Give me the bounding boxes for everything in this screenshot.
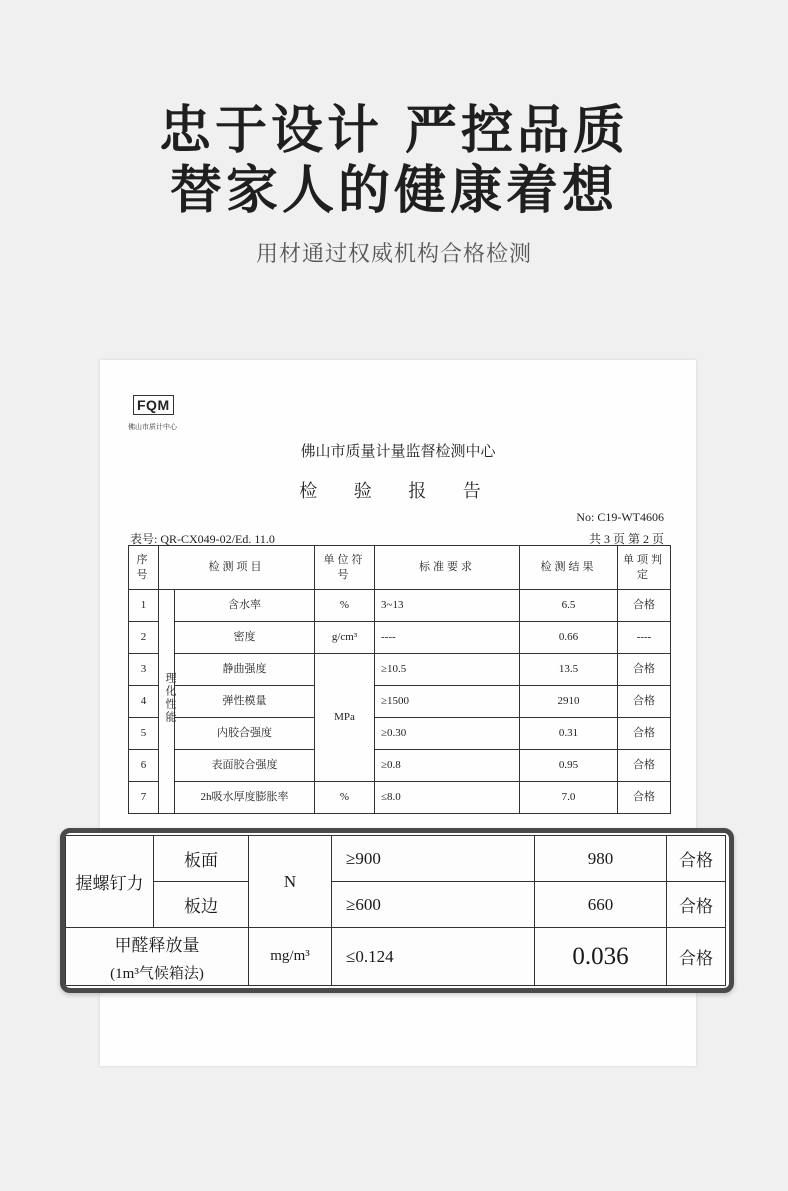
- face-standard: ≥900: [332, 836, 535, 882]
- row-result: 13.5: [520, 654, 618, 686]
- row-standard: ≥0.8: [375, 750, 520, 782]
- table-row: [129, 782, 671, 814]
- edge-verdict: 合格: [667, 882, 726, 928]
- row-verdict: 合格: [618, 718, 671, 750]
- formaldehyde-label-cell: [66, 928, 249, 986]
- row-unit: g/cm³: [315, 622, 375, 654]
- formaldehyde-standard: ≤0.124: [332, 928, 535, 986]
- row-seq: 1: [129, 590, 159, 622]
- table-row: [129, 718, 671, 750]
- row-verdict: 合格: [618, 750, 671, 782]
- screw-unit: N: [249, 836, 332, 928]
- row-unit: %: [315, 782, 375, 814]
- row-seq: 5: [129, 718, 159, 750]
- table-header-row: [129, 546, 671, 590]
- logo-subtext: 佛山市质计中心: [128, 423, 177, 431]
- col-result: 检测结果: [520, 546, 618, 590]
- fqm-logo: FQM: [133, 395, 174, 415]
- row-item: 静曲强度: [175, 654, 315, 686]
- row-unit-mpa: MPa: [315, 654, 375, 782]
- row-verdict: 合格: [618, 590, 671, 622]
- row-seq: 6: [129, 750, 159, 782]
- face-label: 板面: [154, 836, 249, 882]
- row-item: 表面胶合强度: [175, 750, 315, 782]
- formaldehyde-method: (1m³气候箱法): [110, 965, 204, 982]
- row-result: 0.66: [520, 622, 618, 654]
- row-standard: ≤8.0: [375, 782, 520, 814]
- row-item: 密度: [175, 622, 315, 654]
- report-organization: 佛山市质量计量监督检测中心: [300, 444, 496, 460]
- row-seq: 4: [129, 686, 159, 718]
- row-seq: 7: [129, 782, 159, 814]
- row-result: 2910: [520, 686, 618, 718]
- edge-standard: ≥600: [332, 882, 535, 928]
- row-result: 0.31: [520, 718, 618, 750]
- edge-label: 板边: [154, 882, 249, 928]
- row-verdict: 合格: [618, 686, 671, 718]
- row-verdict: 合格: [618, 782, 671, 814]
- row-result: 7.0: [520, 782, 618, 814]
- row-result: 6.5: [520, 590, 618, 622]
- row-standard: ≥1500: [375, 686, 520, 718]
- col-seq: 序号: [129, 546, 159, 590]
- row-standard: ≥0.30: [375, 718, 520, 750]
- face-result: 980: [535, 836, 667, 882]
- row-unit: %: [315, 590, 375, 622]
- formaldehyde-unit: mg/m³: [249, 928, 332, 986]
- zoomed-callout: [60, 828, 734, 993]
- screw-label: 握螺钉力: [66, 836, 154, 928]
- face-verdict: 合格: [667, 836, 726, 882]
- col-standard: 标准要求: [375, 546, 520, 590]
- formaldehyde-result: 0.036: [535, 928, 667, 986]
- row-verdict: 合格: [618, 654, 671, 686]
- formaldehyde-verdict: 合格: [667, 928, 726, 986]
- row-item: 含水率: [175, 590, 315, 622]
- table-row: [129, 686, 671, 718]
- screw-face-row: [66, 836, 726, 882]
- row-standard: ----: [375, 622, 520, 654]
- table-row: [129, 622, 671, 654]
- edge-result: 660: [535, 882, 667, 928]
- formaldehyde-label: 甲醛释放量: [114, 935, 200, 955]
- row-seq: 2: [129, 622, 159, 654]
- callout-table: [65, 835, 726, 986]
- screw-edge-row: [66, 882, 726, 928]
- report-table: [128, 545, 671, 814]
- row-verdict: ----: [618, 622, 671, 654]
- row-item: 2h吸水厚度膨胀率: [175, 782, 315, 814]
- col-verdict: 单项判定: [618, 546, 671, 590]
- report-title: 检 验 报 告: [299, 481, 497, 501]
- headline-line-2: 替家人的健康着想: [169, 161, 618, 221]
- row-item: 内胶合强度: [175, 718, 315, 750]
- group-label: [159, 590, 175, 814]
- table-row: [129, 590, 671, 622]
- row-standard: ≥10.5: [375, 654, 520, 686]
- table-row: [129, 654, 671, 686]
- table-row: [129, 750, 671, 782]
- col-item: 检测项目: [159, 546, 315, 590]
- headline-line-1: 忠于设计 严控品质: [158, 101, 630, 161]
- report-number: No: C19-WT4606: [576, 510, 664, 524]
- row-seq: 3: [129, 654, 159, 686]
- formaldehyde-row: [66, 928, 726, 986]
- row-item: 弹性模量: [175, 686, 315, 718]
- row-standard: 3~13: [375, 590, 520, 622]
- subtitle: 用材通过权威机构合格检测: [255, 242, 532, 267]
- page-indicator: 共 3 页 第 2 页: [588, 532, 664, 546]
- form-number: 表号: QR-CX049-02/Ed. 11.0: [130, 532, 275, 546]
- col-unit: 单位符号: [315, 546, 375, 590]
- row-result: 0.95: [520, 750, 618, 782]
- group-label-text: 理化性能: [164, 672, 177, 725]
